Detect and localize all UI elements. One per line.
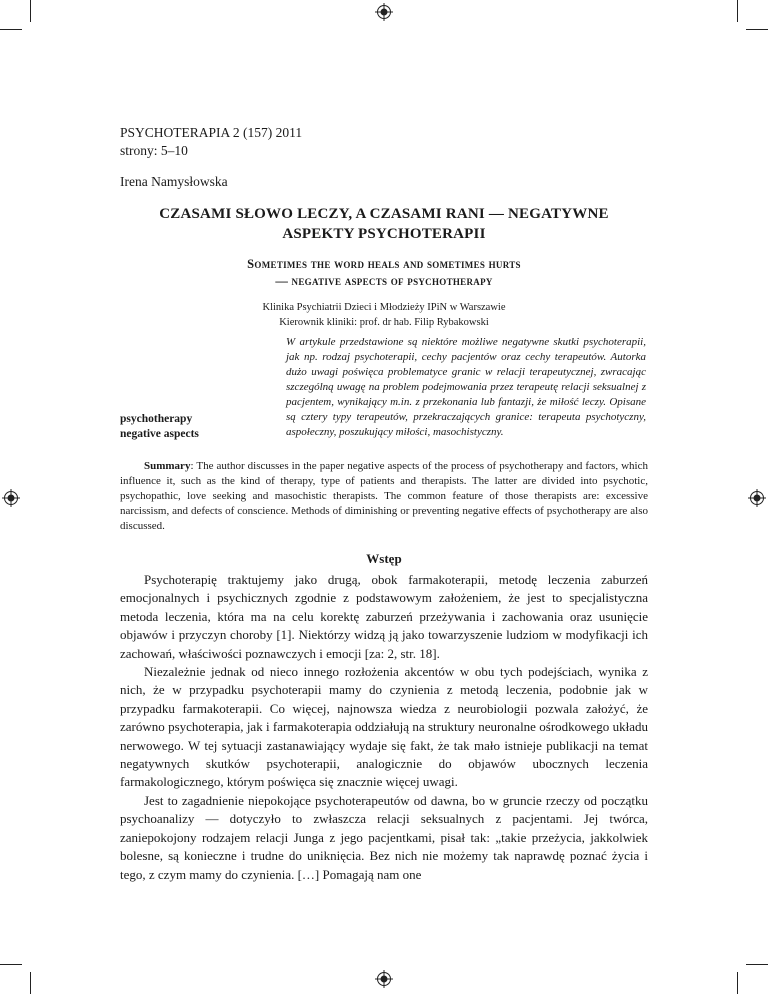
keywords: [120, 412, 199, 442]
body-text: [120, 571, 648, 884]
subtitle-line-1: Sometimes the word heals and sometimes hurts: [247, 257, 521, 271]
article-title: [110, 204, 658, 244]
author-name: Irena Namysłowska: [120, 174, 228, 189]
keyword: negative aspects: [120, 428, 199, 440]
crop-mark-bottom-right-horizontal: [746, 964, 768, 965]
journal-header: [120, 124, 302, 160]
registration-mark-right-icon: [748, 489, 766, 507]
crop-mark-top-left-vertical: [30, 0, 31, 22]
paragraph: Psychoterapię traktujemy jako drugą, obok farmakoterapii, metodę leczenia zaburzeń emocjonalnych i psychicznych zgodnie z podstawowym założeniem, że jest to specjalistyczna metoda leczenia, która ma na celu korektę zaburzeń przeżywania i zachowania oraz usunięcie objawów i przyczyn choroby [1]. Niektórzy widzą ją jako towarzyszenie ludziom w modyfikacji ich zachowań, właściwości poznawczych i emocji [za: 2, str. 18].: [120, 572, 648, 661]
subtitle-line-2: — negative aspects of psychotherapy: [275, 274, 493, 288]
registration-mark-top-icon: [375, 3, 393, 21]
journal-issue: PSYCHOTERAPIA 2 (157) 2011: [120, 125, 303, 140]
registration-mark-bottom-icon: [375, 970, 393, 988]
paragraph: Niezależnie jednak od nieco innego rozłożenia akcentów w obu tych podejściach, wynika z nich, że w przypadku psychoterapii mamy do czynienia z metodą leczenia, podobnie jak w przypadku farmakoterapii. Co więcej, najnowsza wiedza z neurobiologii pozwala założyć, że zarówno psychoterapia, jak i farmakoterapia oddziałują na struktury neuronalne ośrodkowego układu nerwowego. W tej sytuacji zastanawiający wydaje się fakt, że tak mało istnieje publikacji na temat negatywnych skutków psychoterapii, analogicznie do objawów ubocznych leczenia farmakologicznego, którym poświęca się znacznie więcej uwagi.: [120, 664, 648, 790]
english-summary: [120, 459, 648, 534]
crop-mark-top-left-horizontal: [0, 29, 22, 30]
section-heading: Wstęp: [366, 551, 402, 566]
title-line-2: ASPEKTY PSYCHOTERAPII: [282, 226, 486, 242]
keyword: psychotherapy: [120, 413, 193, 425]
crop-mark-bottom-left-horizontal: [0, 964, 22, 965]
summary-label: Summary: [144, 460, 191, 472]
affiliation-line-1: Klinika Psychiatrii Dzieci i Młodzieży IPiN w Warszawie: [262, 302, 506, 313]
page-range: strony: 5–10: [120, 143, 188, 158]
affiliation-line-2: Kierownik kliniki: prof. dr hab. Filip Rybakowski: [279, 317, 489, 328]
summary-text: : The author discusses in the paper negative aspects of the process of psychotherapy and factors, which influence it, such as the kind of therapy, type of patients and therapists. The latter are divided into psychotic, psychopathic, love seeking and masochistic therapists. The common feature of those therapists are: excessive narcissism, and defects of conscience. Methods of diminishing or preventing negative effects of psychotherapy are also discussed.: [120, 460, 648, 532]
affiliation: [110, 300, 658, 330]
crop-mark-bottom-right-vertical: [737, 972, 738, 994]
crop-mark-top-right-vertical: [737, 0, 738, 22]
polish-abstract: W artykule przedstawione są niektóre możliwe negatywne skutki psychoterapii, jak np. rodzaj psychoterapii, cechy pacjentów oraz cechy terapeutów. Autorka dużo uwagi poświęca problematyce granic w relacji terapeutycznej, zwracając szczególną uwagę na problem podejmowania przez terapeutę relacji seksualnej z pacjentem, wynikający m.in. z przekonania lub fantazji, że miłość leczy. Opisane są cztery typy terapeutów, przekraczających granice: terapeuta psychotyczny, aspołeczny, poszukujący miłości, masochistyczny.: [286, 336, 646, 438]
paragraph: Jest to zagadnienie niepokojące psychoterapeutów od dawna, bo w gruncie rzeczy od początku psychoanalizy — dotyczyło to zwłaszcza relacji seksualnych z pacjentami. Jej twórca, zaniepokojony rodzajem relacji Junga z jego pacjentkami, pisał tak: „takie przeżycia, jakkolwiek bolesne, są konieczne i trudne do uniknięcia. Bez nich nie możemy tak naprawdę poznać życia i tego, z czym mamy do czynienia. […] Pomagają nam one: [120, 792, 648, 882]
title-line-1: CZASAMI SŁOWO LECZY, A CZASAMI RANI — NEGATYWNE: [159, 206, 609, 222]
english-title: [110, 256, 658, 290]
crop-mark-bottom-left-vertical: [30, 972, 31, 994]
crop-mark-top-right-horizontal: [746, 29, 768, 30]
registration-mark-left-icon: [2, 489, 20, 507]
